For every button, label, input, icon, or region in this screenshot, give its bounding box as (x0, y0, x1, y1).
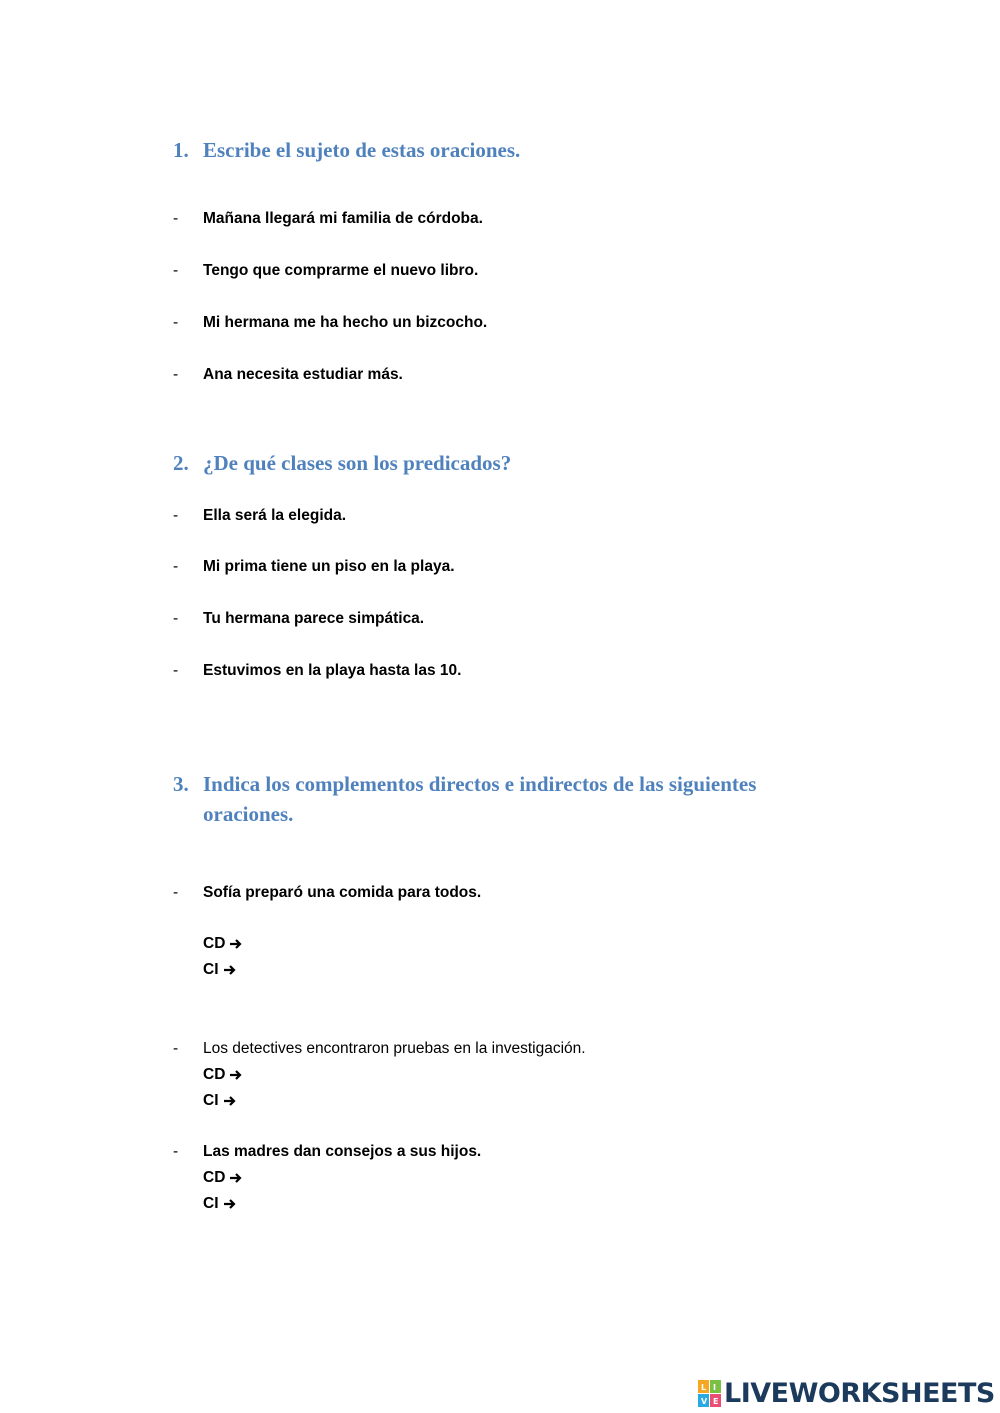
ci-label: CI (203, 961, 219, 978)
arrow-right-icon (229, 937, 243, 951)
liveworksheets-logo[interactable] (698, 1378, 995, 1409)
arrow-right-icon (223, 1094, 237, 1108)
list-item (173, 557, 455, 577)
bullet: - (173, 884, 179, 901)
sentence-text: Ana necesita estudiar más. (203, 366, 403, 383)
section-1-heading (173, 135, 873, 165)
list-item (173, 506, 346, 526)
sentence-text: Mi prima tiene un piso en la playa. (203, 558, 455, 575)
section-title: Indica los complementos directos e indirectos de las siguientes (203, 772, 757, 796)
svg-text:V: V (701, 1396, 708, 1406)
svg-text:E: E (713, 1396, 719, 1406)
bullet: - (173, 662, 179, 679)
bullet: - (173, 366, 179, 383)
ci-answer-line (203, 960, 237, 980)
bullet: - (173, 262, 179, 279)
logo-text: LIVEWORKSHEETS (724, 1378, 995, 1409)
cd-label: CD (203, 1169, 226, 1186)
list-item (173, 365, 403, 385)
sentence-text: Los detectives encontraron pruebas en la investigación. (203, 1040, 586, 1057)
cd-answer-line (203, 1065, 243, 1085)
list-item (173, 209, 483, 229)
section-2-heading (173, 448, 873, 478)
cd-label: CD (203, 1066, 226, 1083)
cd-answer-line (203, 934, 243, 954)
ci-answer-line (203, 1091, 237, 1111)
svg-text:L: L (701, 1382, 707, 1392)
section-number: 1. (173, 138, 189, 162)
bullet: - (173, 314, 179, 331)
section-title-continued: oraciones. (203, 802, 294, 826)
section-number: 2. (173, 451, 189, 475)
sentence-text: Tengo que comprarme el nuevo libro. (203, 262, 479, 279)
section-title: Escribe el sujeto de estas oraciones. (203, 138, 521, 162)
ci-answer-line (203, 1194, 237, 1214)
list-item (173, 313, 487, 333)
arrow-right-icon (229, 1068, 243, 1082)
svg-text:I: I (713, 1382, 716, 1392)
ci-label: CI (203, 1195, 219, 1212)
sentence-text: Mañana llegará mi familia de córdoba. (203, 210, 483, 227)
list-item (173, 609, 424, 629)
arrow-right-icon (229, 1171, 243, 1185)
bullet: - (173, 210, 179, 227)
sentence-text: Mi hermana me ha hecho un bizcocho. (203, 314, 488, 331)
sentence-text: Las madres dan consejos a sus hijos. (203, 1143, 482, 1160)
list-item (173, 1039, 586, 1059)
sentence-text: Sofía preparó una comida para todos. (203, 884, 482, 901)
bullet: - (173, 1040, 179, 1057)
sentence-text: Ella será la elegida. (203, 507, 347, 524)
section-title: ¿De qué clases son los predicados? (203, 451, 512, 475)
sentence-text: Tu hermana parece simpática. (203, 610, 425, 627)
cd-label: CD (203, 935, 226, 952)
section-number: 3. (173, 772, 189, 796)
list-item (173, 883, 481, 903)
sentence-text: Estuvimos en la playa hasta las 10. (203, 662, 462, 679)
arrow-right-icon (223, 963, 237, 977)
ci-label: CI (203, 1092, 219, 1109)
cd-answer-line (203, 1168, 243, 1188)
list-item (173, 261, 478, 281)
bullet: - (173, 558, 179, 575)
liveworksheets-logo-icon (698, 1380, 722, 1408)
section-3-heading (173, 769, 873, 829)
list-item (173, 661, 461, 681)
bullet: - (173, 1143, 179, 1160)
bullet: - (173, 507, 179, 524)
bullet: - (173, 610, 179, 627)
arrow-right-icon (223, 1197, 237, 1211)
list-item (173, 1142, 481, 1162)
